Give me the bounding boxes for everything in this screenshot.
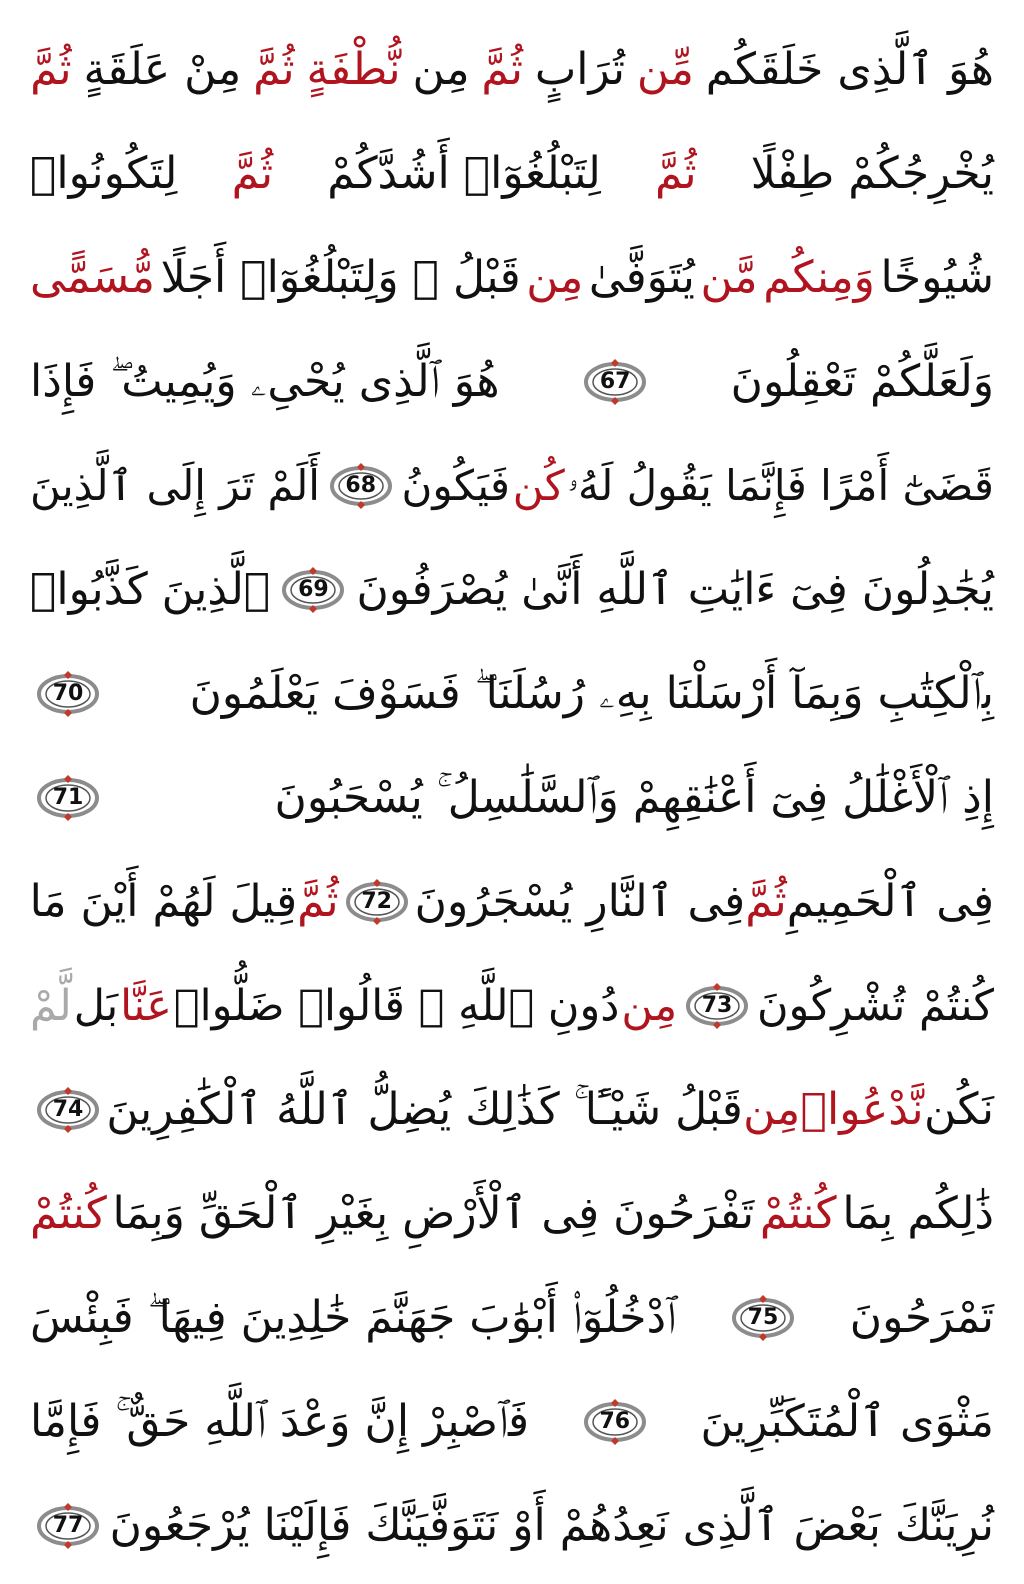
ayah-number: 75 bbox=[747, 1305, 779, 1330]
text-line bbox=[30, 642, 994, 746]
tajweed-word: مِن bbox=[743, 1084, 801, 1135]
verse-text: أَلَمْ تَرَ إِلَى ٱلَّذِينَ bbox=[30, 461, 320, 510]
verse-text: يُخْرِجُكُمْ طِفْلًا bbox=[750, 148, 994, 199]
tajweed-word: مِن bbox=[621, 981, 678, 1031]
ayah-marker-icon bbox=[731, 1295, 795, 1341]
verse-text: مَثْوَى ٱلْمُتَكَبِّرِينَ bbox=[700, 1396, 994, 1447]
verse-text: ٱلَّذِينَ كَذَّبُوا۟ bbox=[30, 564, 271, 615]
verse-text: قِيلَ لَهُمْ أَيْنَ مَا bbox=[29, 876, 298, 927]
ayah-marker-icon bbox=[36, 1087, 100, 1133]
verse-text: قَبْلُ شَيْـًٔا ۚ كَذَٰلِكَ يُضِلُّ ٱللَّهُ ٱلْكَٰفِرِينَ bbox=[106, 1084, 743, 1135]
verse-text: فَٱصْبِرْ إِنَّ وَعْدَ ٱللَّهِ حَقٌّ ۚ فَإِمَّا bbox=[30, 1396, 530, 1447]
verse-text: نَكُن bbox=[923, 1084, 994, 1135]
text-line bbox=[30, 538, 994, 642]
ayah-number: 70 bbox=[52, 681, 84, 706]
verse-text: فِى ٱلنَّارِ يُسْجَرُونَ bbox=[414, 876, 746, 927]
verse-text: بَل bbox=[73, 981, 119, 1031]
ayah-number: 67 bbox=[599, 369, 631, 394]
text-line bbox=[30, 226, 994, 330]
ayah-number: 76 bbox=[599, 1409, 631, 1434]
text-line bbox=[30, 1162, 994, 1266]
tajweed-word: نَّدْعُوا۟ bbox=[800, 1084, 924, 1135]
tajweed-word: ثُمَّ bbox=[30, 44, 72, 95]
verse-text: نُرِيَنَّكَ بَعْضَ ٱلَّذِى نَعِدُهُمْ أَوْ نَتَوَفَّيَنَّكَ فَإِلَيْنَا يُرْجَعُونَ bbox=[109, 1500, 994, 1551]
ayah-number: 69 bbox=[298, 577, 329, 602]
tajweed-word: كُن bbox=[512, 461, 565, 510]
tajweed-word: ثُمَّ bbox=[481, 44, 523, 95]
text-line bbox=[30, 434, 994, 538]
ayah-number: 68 bbox=[345, 473, 377, 498]
verse-text: دُونِ ٱللَّهِ ۖ قَالُوا۟ ضَلُّوا۟ bbox=[173, 981, 620, 1031]
tajweed-word: كُنتُمْ bbox=[30, 1188, 107, 1239]
verse-text: تَفْرَحُونَ فِى ٱلْأَرْضِ بِغَيْرِ ٱلْحَقِّ وَبِمَا bbox=[112, 1188, 755, 1239]
tajweed-word: ثُمَّ bbox=[745, 876, 787, 927]
verse-text: قَضَىٰٓ أَمْرًا فَإِنَّمَا يَقُولُ لَهُۥ bbox=[567, 461, 994, 510]
verse-text: فِى ٱلْحَمِيمِ bbox=[786, 876, 994, 927]
ayah-marker-icon bbox=[36, 1503, 100, 1549]
text-line bbox=[30, 1058, 994, 1162]
text-line bbox=[30, 1370, 994, 1474]
text-line bbox=[30, 850, 994, 954]
text-line bbox=[30, 18, 994, 122]
ayah-marker-icon bbox=[36, 671, 100, 717]
verse-text: هُوَ ٱلَّذِى يُحْىِۦ وَيُمِيتُ ۖ فَإِذَا bbox=[30, 356, 500, 407]
ayah-marker-icon bbox=[281, 567, 345, 613]
verse-text: مِنْ عَلَقَةٍ bbox=[83, 44, 242, 95]
ayah-marker-icon bbox=[583, 1399, 647, 1445]
tajweed-word: عَنَّا bbox=[120, 981, 172, 1031]
verse-text: يُجَٰدِلُونَ فِىٓ ءَايَٰتِ ٱللَّهِ أَنَّىٰ يُصْرَفُونَ bbox=[356, 564, 994, 615]
ayah-marker-icon bbox=[345, 879, 409, 925]
tajweed-word: مِّن bbox=[636, 44, 694, 95]
text-line bbox=[30, 330, 994, 434]
verse-text: لِتَبْلُغُوٓا۟ أَشُدَّكُمْ bbox=[327, 148, 601, 199]
verse-text: قَبْلُ ۖ وَلِتَبْلُغُوٓا۟ أَجَلًا bbox=[160, 252, 521, 303]
tajweed-word: نُّطْفَةٍ bbox=[306, 44, 401, 95]
verse-text: وَلَعَلَّكُمْ تَعْقِلُونَ bbox=[730, 356, 994, 407]
text-line bbox=[30, 122, 994, 226]
ayah-number: 74 bbox=[52, 1097, 84, 1122]
ayah-marker-icon bbox=[685, 983, 749, 1029]
tajweed-word: وَمِنكُم bbox=[763, 252, 875, 303]
ayah-number: 72 bbox=[361, 889, 392, 914]
verse-text: هُوَ ٱلَّذِى خَلَقَكُم bbox=[705, 44, 994, 95]
verse-text: تُرَابٍ bbox=[534, 44, 625, 95]
ayah-number: 77 bbox=[52, 1513, 84, 1538]
ayah-marker-icon bbox=[329, 463, 393, 509]
ayah-marker-icon bbox=[36, 775, 100, 821]
verse-text: كُنتُمْ تُشْرِكُونَ bbox=[756, 981, 994, 1031]
tajweed-word: مَّن bbox=[700, 252, 758, 303]
tajweed-word: ثُمَّ bbox=[253, 44, 295, 95]
ayah-marker-icon bbox=[583, 359, 647, 405]
verse-text: مِن bbox=[412, 44, 470, 95]
text-line bbox=[30, 746, 994, 850]
verse-text: إِذِ ٱلْأَغْلَٰلُ فِىٓ أَعْنَٰقِهِمْ وَٱلسَّلَٰسِلُ ۚ يُسْحَبُونَ bbox=[274, 772, 994, 823]
tajweed-word: مِن bbox=[526, 252, 584, 303]
verse-text: فَيَكُونُ bbox=[401, 461, 510, 510]
verse-text: ذَٰلِكُم بِمَا bbox=[842, 1188, 994, 1239]
verse-text: شُيُوخًا bbox=[880, 252, 994, 303]
text-line bbox=[30, 954, 994, 1058]
ayah-number: 73 bbox=[701, 993, 733, 1018]
text-line bbox=[30, 1266, 994, 1370]
verse-text: بِٱلْكِتَٰبِ وَبِمَآ أَرْسَلْنَا بِهِۦ رُسُلَنَا ۖ فَسَوْفَ يَعْلَمُونَ bbox=[189, 668, 994, 719]
verse-text: يُتَوَفَّىٰ bbox=[588, 252, 695, 303]
verse-text: ٱدْخُلُوٓا۟ أَبْوَٰبَ جَهَنَّمَ خَٰلِدِينَ فِيهَا ۖ فَبِئْسَ bbox=[30, 1292, 677, 1343]
tajweed-word: مُّسَمًّى bbox=[30, 252, 155, 303]
tajweed-word: ثُمَّ bbox=[297, 876, 339, 927]
tajweed-word: لَّمْ bbox=[30, 981, 72, 1031]
tajweed-word: كُنتُمْ bbox=[759, 1188, 837, 1239]
verse-text: لِتَكُونُوا۟ bbox=[30, 148, 178, 199]
tajweed-word: ثُمَّ bbox=[231, 148, 274, 199]
verse-text: تَمْرَحُونَ bbox=[849, 1292, 994, 1343]
tajweed-word: ثُمَّ bbox=[655, 148, 697, 199]
ayah-number: 71 bbox=[52, 785, 84, 810]
text-line bbox=[30, 1474, 994, 1578]
